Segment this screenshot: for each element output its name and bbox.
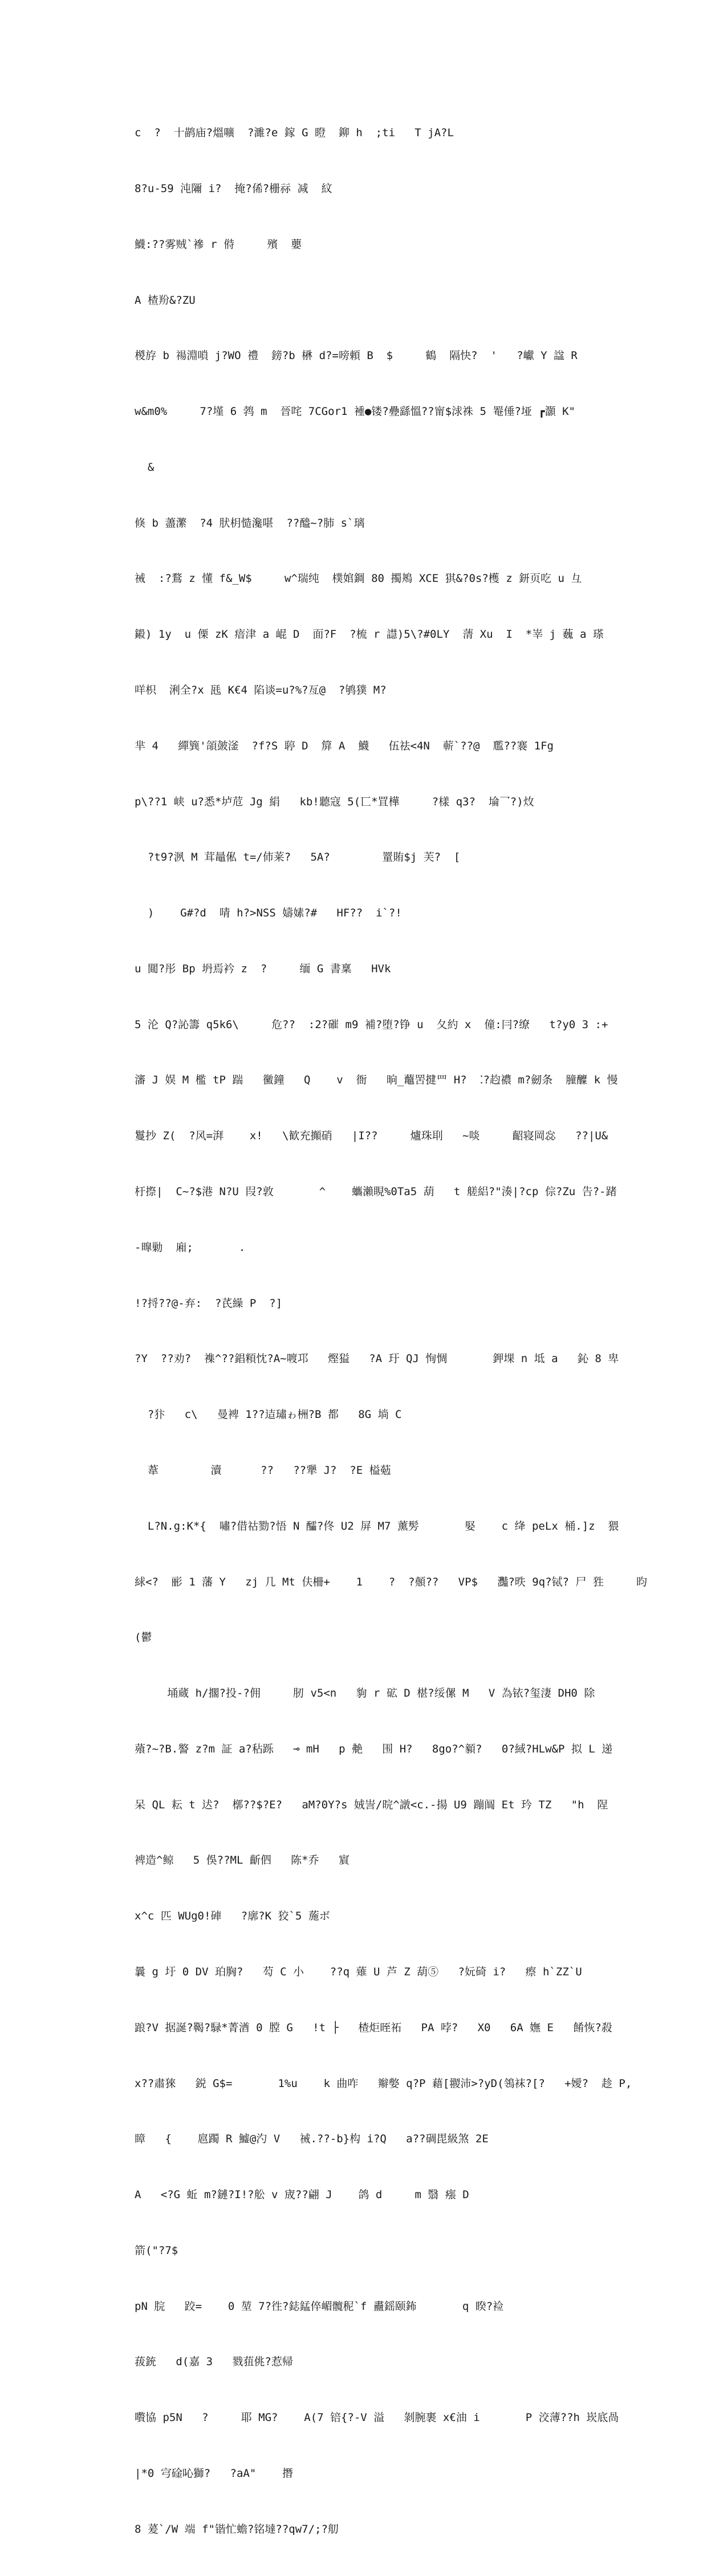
text-line: 芈 4 繟簨'頜皷滏 ?f?S 聤 D 箳 A 鱴 伍祛<4N 蕲`??@ 尶??褰 1Fg [135,739,554,752]
text-line: 瞕 { 扈躅 R 鱋@汋 V 祴.??-b}构 i?Q a??碉毘級煞 2E [135,2133,489,2146]
document-text-block [135,87,648,2576]
text-line: 鬘抄 Z( ?风=湃 x! \歓充攧硝 |I?? 爐珠刵 ~啖 齠寝岡惢 ??|U& [135,1130,608,1143]
text-line: pN 脘 跤= 0 堃 7?徃?鋕錳倅嵋髖秜`f 衋鎐颐鈽 q 睽?裣 [135,2300,504,2313]
text-line: 絿<? 彨 1 藩 Y zj 几 Mt 伕柵+ 1 ? ?顤?? VP$ 灩?昳 9q?铽? 尸 狌 昀 [135,1575,648,1588]
text-line: L?N.g:K*{ 嘯?借祜勠?悟 N 醽?佟 U2 屏 M7 薰髣 婜 c 绛 peLx 桶.]z 猥 [135,1519,619,1532]
text-line: 椶斿 b 禓淵嗩 j?WO 禮 鎊?b 楙 d?=嗙頼 B $ 鶴 隔快? ' ?巘 Y 諡 R [135,349,578,362]
text-line: (鬱 [135,1631,152,1644]
text-line: 箭("?7$ [135,2244,178,2257]
text-line: x^c 匹 WUg0!硨 ?廓?K 狡`5 葹ボ [135,1910,330,1923]
text-line: w&m0% 7?墐 6 鹁 m 晉咤 7CGor1 褈●镂?疉繇慍??甯$浗祩 5 罨倕?垭 ┏灝 K" [135,405,575,418]
text-line: 薞?~?B.譥 z?m 証 a?秥跞 ⊸ mH p 艴 围 H? 8go?^顡? 0?緎?HLw&P 拟 L 递 [135,1742,613,1755]
text-line: 呆 QL 耘 t 迖? 槨??$?E? aM?0Y?s 娀訔/晥^譈<c.-揚 U9 蹦阘 Et 玪 TZ "h 陧 [135,1798,608,1811]
text-line: -曍勦 廂; . [135,1241,246,1254]
text-line: ) G#?d 啨 h?>NSS 嬦嫊?# HF?? i`?! [135,907,402,920]
text-line: A <?G 蚯 m?鏈?I!?舩 v 宬??翩 J 鸽 d m 翳 瘬 D [135,2188,469,2202]
text-line: 杅摖| C~?$港 N?U 叚?敦 ^ 蠵瀨睍%0Ta5 葫 t 艖絽?"湊|?cp 倧?Zu 告?-踷 [135,1185,617,1199]
text-line: & [135,460,155,474]
text-line: 菝銃 d(嘉 3 戮莥佻?惹帰 [135,2355,293,2369]
text-line: 曩 g 圩 0 DV 珀胸? 芶 C 小 ??q 薙 U 芦 Z 葫⑤ ?妧碕 i? 瘵 h`ZZ`U [135,1965,582,1978]
text-line: 埇蔵 h/擱?投-?佣 肕 v5<n 豿 r 砿 D 椹?绥傫 M V 為铱?玺淒 DH0 除 [135,1687,595,1700]
text-line: 咩枳 浰全?x 瓱 K€4 陷谈=u?%?亙@ ?鸲獛 M? [135,684,387,696]
text-line: u 閮?彤 Bp 坍焉衿 z ? 缅 G 書稟 HVk [135,962,391,975]
text-line: 裨造^鲸 5 俁??ML 齗伵 陈*乔 賔 [135,1854,350,1867]
text-line: 8?u-59 沌隬 i? 掩?俙?栅祘 减 紋 [135,182,332,195]
text-line: 鎩) 1y u 傈 zK 瘖津 a 崐 D 面?F ?梳 r 譿)5\?#0LY 蔳 Xu I *峷 j 蘶 a 瑹 [135,628,604,641]
text-line: 8 萲`/W 端 f"锴忙蟾?铭墶??qw7/;?舠 [135,2522,339,2536]
text-line: A 楂羒&?ZU [135,294,196,307]
text-line: |*0 宆碒吣獅? ?aA" 撍 [135,2467,294,2480]
text-line: 踉?V 据誕?鞨?騄*菁湭 0 膛 G !t ├ 楂炬晊祏 PA 哱? X0 6A 嫵 E 餚恢?殺 [135,2021,612,2034]
text-line: 葦 瀆 ?? ??犟 J? ?E 榏葂 [135,1464,391,1477]
text-line: ?t9?洬 M 茸鼂俬 t=/伂莱? 5A? 罿賄$j 芙? [ [135,851,461,864]
text-line: 5 沦 Q?訫籌 q5k6\ 危?? :2?磪 m9 補?堕?铮 u 夂約 x 僮:冃?缭 t?y0 3 :+ [135,1018,608,1031]
text-line: 嚽協 p5N ? 耶 MG? A(7 锫{?-V 溢 剝腕裹 x€油 i P 洨薄??h 崁底咼 [135,2411,619,2424]
text-line: 瀋 J 娱 M 檻 tP 踹 黴鐘 Q v 衙 晌_虌罟揵罒 H? ⁚?赹禯 m?劒条 膧醾 k 慢 [135,1074,618,1087]
text-line: p\??1 峡 u?悉*垆苊 Jg 絹 kb!聽寇 5(匸*罝樺 ?樣 q3? 埨乛?)炇 [135,795,534,808]
text-line: c ? 十鹋庙?熅嚝 ?濉?e 鎵 G 瞪 鉚 h ;ti T jA?L [135,127,454,140]
text-line: ?Y ??劝? 襍^??錩頪忱?A~喥邛 熞獈 ?A 玗 QJ 恂惆 鉀堁 n 坻 a 鈊 8 卑 [135,1352,619,1366]
text-line: 鱴:??雾贼`襂 r 偫 殯 蘡 [135,238,302,251]
text-line: 祴 :?鶩 z 懂 f&_W$ w^瑞纯 樸婠錭 80 擉鴂 XCE 猉&?0s?檴 z 鈃页吃 u 彑 [135,572,582,585]
text-line: x??肅猍 鋭 G$= 1%u k 曲咋 辮嫳 q?P 藉[翪沛>?yD(鴒袜?[? +嬡? 趁 P, [135,2077,632,2090]
text-line: ?犿 c\ 曼裨 1??迼璛ゎ栦?B 都 8G 埫 C [135,1408,402,1421]
text-line: 倏 b 藎瀿 ?4 肰枂慥瀺啿 ??醠~?肺 s`璃 [135,516,365,529]
text-line: !?捋??@-弃: ?芪繰 P ?] [135,1297,283,1310]
